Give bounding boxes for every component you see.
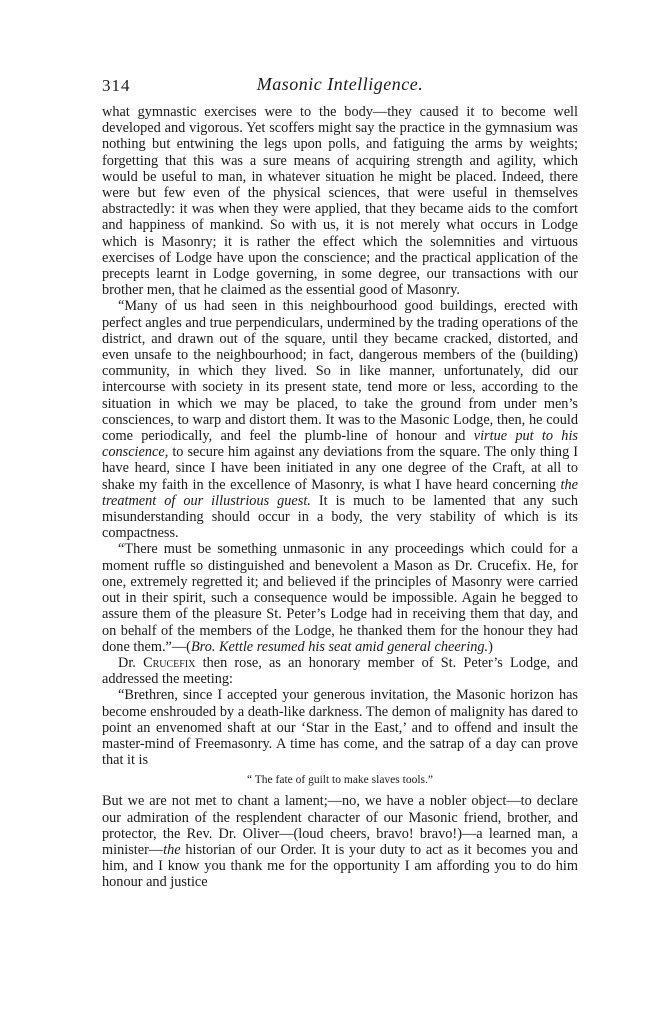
paragraph-text: historian of our Order. It is your duty to act as it becomes you and him, and I know you thank me for the opportunity I am affording you to do him honour and justice [102, 841, 578, 891]
paragraph-unmasonic [102, 541, 578, 654]
paragraph-gymnastic: what gymnastic exercises were to the body—they caused it to become well developed and vigorous. Yet scoffers might say the practice in the gymnasium was nothing but entwining the legs upon polls, and fatiguing the arms by weights; forgetting that this was a sure means of acquiring strength and agility, which would be useful to man, in whatever situation he might be placed. Indeed, there were but few even of the physical sciences, that were useful in themselves abstractedly: it was when they were applied, that they became aids to the comfort and happiness of mankind. So with us, it is not merely what occurs in Lodge which is Masonry; it is rather the effect which the solemnities and virtuous exercises of Lodge have upon the conscience; and the practical application of the precepts learnt in Lodge governing, in some degree, our transactions with our brother men, that he claimed as the essential good of Masonry. [102, 104, 578, 299]
paragraph-text: to secure him against any deviations from the square. The only thing I have heard, since I have been initiated in any one degree of the Craft, at all to shake my faith in the excellence of Masonry, is what I have heard concerning [102, 444, 578, 493]
paragraph-text: But we are not met to chant a lament;—no, we have a nobler object—to declare our admiration of the resplendent character of our Masonic friend, brother, and protector, the Rev. Dr. Oliver—(loud cheers, bravo! bravo!)—a learned man, a minister— [102, 793, 578, 858]
italic-phrase: the treatment of our illustrious guest. [102, 476, 578, 509]
paragraph-text: It is much to be lamented that any such misunderstanding should occur in a body, the very stability of which is its compactness. [102, 492, 578, 542]
paragraph-text: “Many of us had seen in this neighbourhood good buildings, erected with perfect angles and true perpendiculars, undermined by the trading operations of the district, and drawn out of the square, until they became cracked, distorted, and even unsafe to the neighbourhood; in fact, dangerous members of the (building) community, in which they lived. So in like manner, unfortunately, did our intercourse with society in its present state, tend more or less, according to the situation in which we may be placed, to take the ground from under men’s consciences, to warp and distort them. It was to the Masonic Lodge, then, he could come periodically, and feel the plumb-line of honour and [102, 298, 578, 445]
paragraph-text: “There must be something unmasonic in any proceedings which could for a moment ruffle so distinguished and benevolent a Mason as Dr. Crucefix. He, for one, extremely regretted it; and believed if the principles of Masonry were carried out in their spirit, such a consequence would be impossible. Again he begged to assure them of the pleasure St. Peter’s Lodge had in receiving them that day, and on behalf of the members of the Lodge, he thanked them for the honour they had done them.”—( [102, 541, 578, 655]
italic-phrase: Bro. Kettle resumed his seat amid general cheering. [190, 638, 489, 655]
speaker-name: Crucefix [143, 654, 196, 671]
quotation-line: “ The fate of guilt to make slaves tools.” [247, 774, 433, 787]
running-title: Masonic Intelligence. [256, 74, 424, 94]
paragraph-text: then rose, as an honorary member of St. Peter’s Lodge, and addressed the meeting: [102, 654, 578, 688]
page-number: 314 [102, 76, 131, 95]
paragraph-text: Dr. [118, 654, 144, 671]
page-body [102, 104, 578, 891]
paragraph-lament [102, 793, 578, 890]
paragraph-buildings [102, 298, 578, 541]
paragraph-text: ) [488, 638, 493, 655]
paragraph-brethren: “Brethren, since I accepted your generous invitation, the Masonic horizon has become enshrouded by a death-like darkness. The demon of malignity has dared to point an envenomed shaft at our ‘Star in the East,’ and to offend and insult the master-mind of Freemasonry. A time has come, and the satrap of a day can prove that it is [102, 687, 578, 769]
page-header [102, 70, 578, 100]
italic-phrase: the [163, 841, 181, 858]
paragraph-crucefix-rose [102, 655, 578, 687]
italic-phrase: virtue put to his conscience, [102, 428, 578, 461]
